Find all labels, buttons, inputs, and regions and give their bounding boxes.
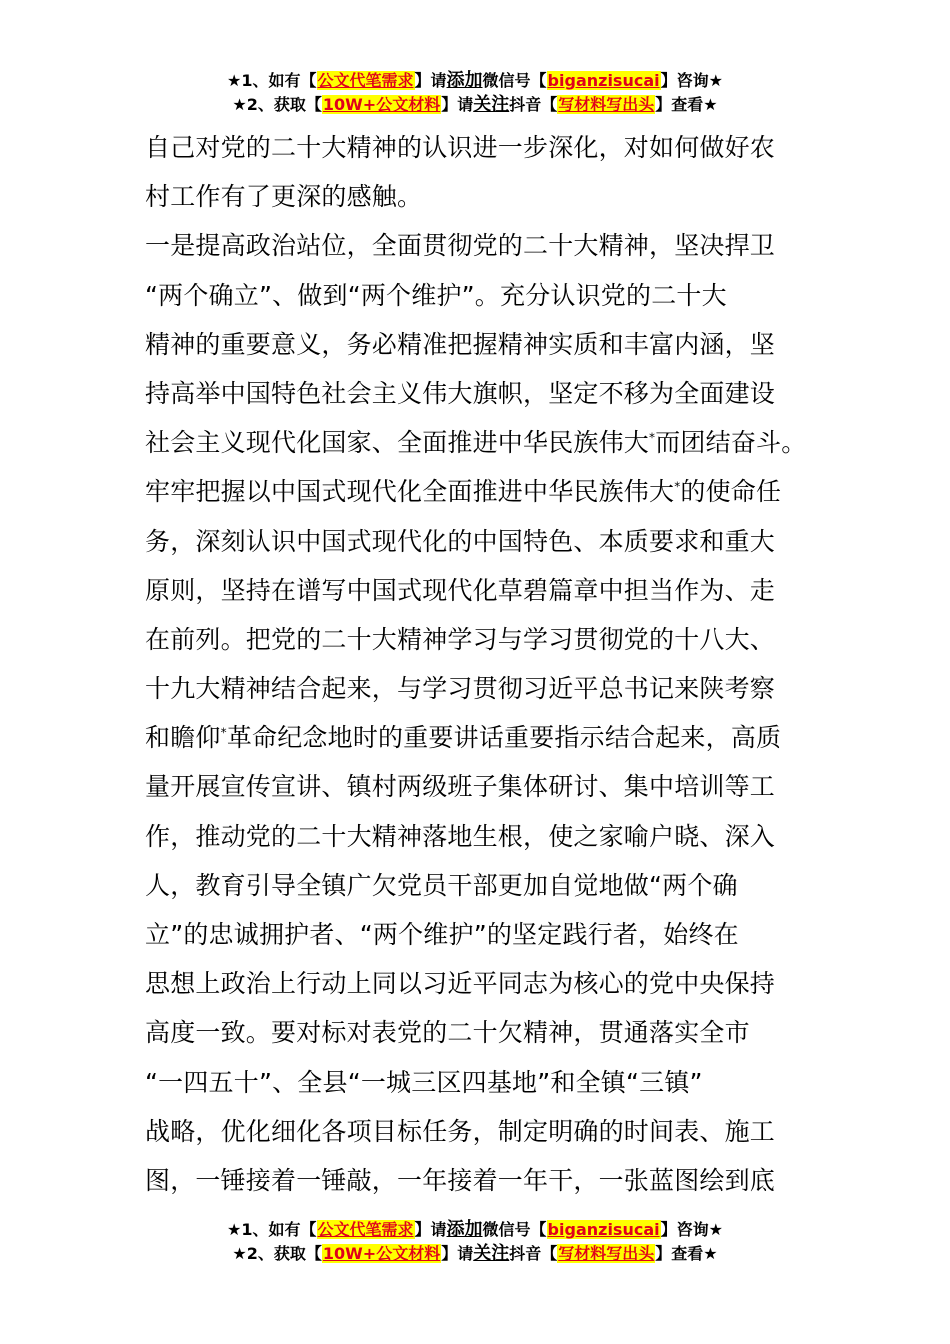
- star-icon: ★: [232, 95, 247, 114]
- body-line: 立”的忠诚拥护者、“两个维护”的坚定践行者，始终在: [145, 920, 739, 949]
- douyin-account-link[interactable]: 写材料写出头: [558, 1244, 655, 1263]
- body-line: 一是提高政治站位，全面贯彻党的二十大精神，坚决捍卫: [145, 231, 776, 261]
- body-line: 务，深刻认识中国式现代化的中国特色、本质要求和重大: [145, 526, 776, 556]
- banner-line-2: ★2、获取【10W+公文材料】请关注抖音【写材料写出头】查看★: [232, 1243, 718, 1264]
- highlight-materials[interactable]: 10W+公文材料: [322, 95, 441, 114]
- body-line: 和瞻仰*革命纪念地时的重要讲话重要指示结合起来，高质: [145, 723, 782, 753]
- body-line: “一四五十”、全县“一城三区四基地”和全镇“三镇”: [145, 1067, 703, 1097]
- body-line: 十九大精神结合起来，与学习贯彻习近平总书记来陕考察: [145, 674, 776, 704]
- body-line: 战略，优化细化各项目标任务，制定明确的时间表、施工: [145, 1116, 776, 1146]
- star-icon: ★: [232, 1244, 247, 1263]
- document-body: [145, 123, 825, 1205]
- highlight-materials[interactable]: 10W+公文材料: [322, 1244, 441, 1263]
- body-line: 牢牢把握以中国式现代化全面推进中华民族伟大*的使命任: [145, 477, 782, 507]
- banner-line-1: ★1、如有【公文代笔需求】请添加微信号【biganzisucai】咨询★: [227, 70, 723, 91]
- body-line: 原则，坚持在谱写中国式现代化草碧篇章中担当作为、走: [145, 575, 776, 605]
- body-line: 村工作有了更深的感触。: [145, 182, 423, 212]
- body-line: 量开展宣传宣讲、镇村两级班子集体研讨、集中培训等工: [145, 772, 776, 802]
- body-line: 思想上政治上行动上同以习近平同志为核心的党中央保持: [145, 969, 776, 999]
- douyin-account-link[interactable]: 写材料写出头: [558, 95, 655, 114]
- body-line: 高度一致。要对标对表党的二十欠精神，贯通落实全市: [145, 1018, 750, 1048]
- star-icon: ★: [227, 1220, 242, 1239]
- wechat-id-link[interactable]: biganzisucai: [547, 1220, 660, 1239]
- banner-line-1: ★1、如有【公文代笔需求】请添加微信号【biganzisucai】咨询★: [227, 1219, 723, 1240]
- footer-banner: [0, 1219, 950, 1267]
- star-icon: ★: [227, 71, 242, 90]
- body-line: 在前列。把党的二十大精神学习与学习贯彻党的十八大、: [145, 624, 776, 654]
- body-line: 自己对党的二十大精神的认识进一步深化，对如何做好农: [145, 133, 776, 162]
- highlight-service[interactable]: 公文代笔需求: [317, 71, 414, 90]
- body-line: 人，教育引导全镇广欠党员干部更加自觉地做“两个确: [145, 870, 738, 900]
- body-line: 精神的重要意义，务必精准把握精神实质和丰富内涵，坚: [145, 329, 776, 359]
- body-line: 图，一锤接着一锤敲，一年接着一年干，一张蓝图绘到底: [145, 1165, 776, 1195]
- body-line: 社会主义现代化国家、全面推进中华民族伟大*而团结奋斗。: [145, 428, 807, 458]
- header-banner: [0, 70, 950, 118]
- body-line: 持高举中国特色社会主义伟大旗帜，坚定不移为全面建设: [145, 378, 776, 408]
- body-line: 作，推动党的二十大精神落地生根，使之家喻户晓、深入: [145, 821, 776, 851]
- banner-line-2: ★2、获取【10W+公文材料】请关注抖音【写材料写出头】查看★: [232, 94, 718, 115]
- wechat-id-link[interactable]: biganzisucai: [547, 71, 660, 90]
- highlight-service[interactable]: 公文代笔需求: [317, 1220, 414, 1239]
- body-line: “两个确立”、做到“两个维护”。充分认识党的二十大: [145, 280, 727, 310]
